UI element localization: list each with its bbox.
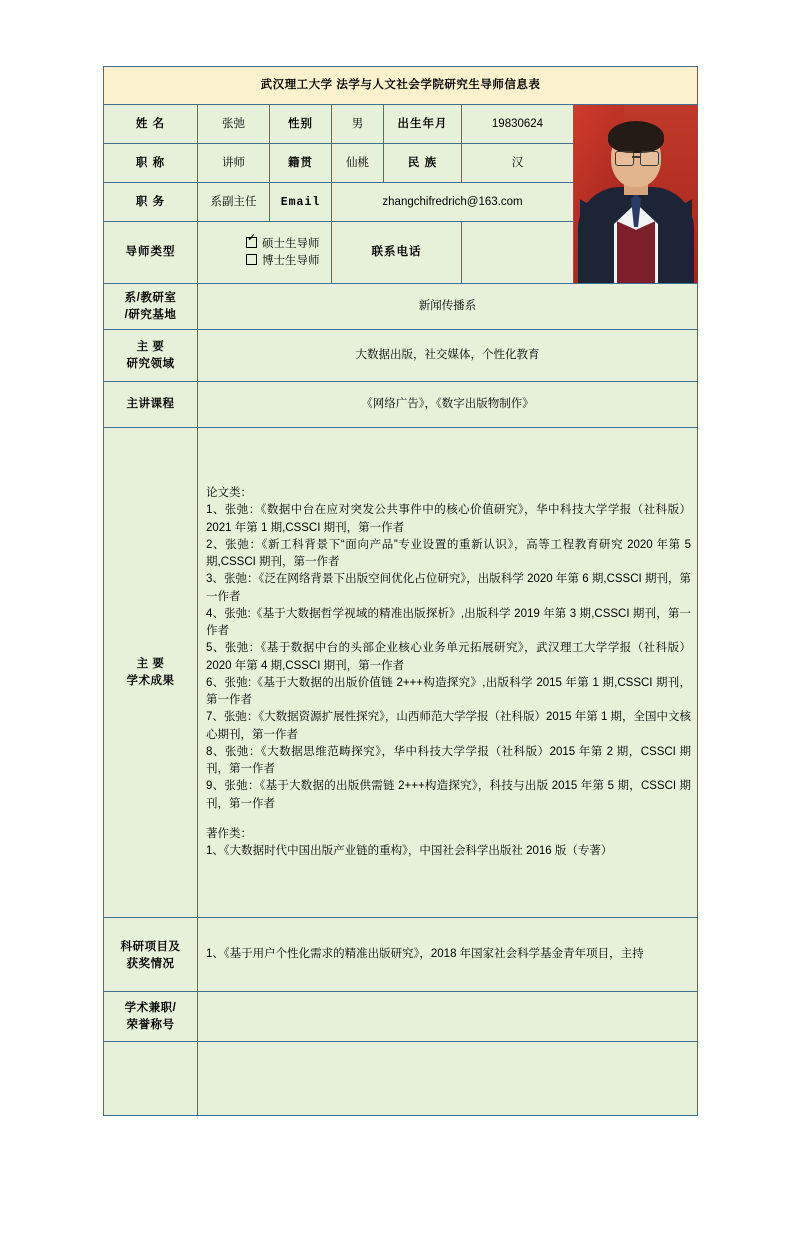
photo-glasses-left	[615, 151, 634, 166]
value-projects	[198, 918, 698, 992]
achievement-book-item: 1、《大数据时代中国出版产业链的重构》，中国社会科学出版社 2016 版（专著）	[206, 845, 613, 858]
label-birth: 出生年月	[384, 105, 462, 144]
advisor-type-options	[198, 222, 332, 284]
checkbox-row-doctor[interactable]	[208, 253, 321, 270]
label-part-time-line2: 荣誉称号	[126, 1018, 175, 1031]
label-department	[104, 284, 198, 330]
photo-glasses-bridge	[632, 156, 640, 158]
value-name: 张弛	[198, 105, 270, 144]
label-duty: 职 务	[104, 183, 198, 222]
label-ethnicity: 民 族	[384, 144, 462, 183]
table-row-part-time	[104, 992, 698, 1042]
photo-glasses-right	[640, 151, 659, 166]
page-title: 武汉理工大学 法学与人文社会学院研究生导师信息表	[104, 67, 698, 105]
label-origin: 籍贯	[270, 144, 332, 183]
label-part-time-line1: 学术兼职/	[124, 1001, 177, 1014]
project-item: 1、《基于用户个性化需求的精准出版研究》，2018 年国家社会科学基金青年项目，主持	[206, 948, 644, 961]
label-research-area-line2: 研究领域	[126, 357, 175, 370]
value-origin: 仙桃	[332, 144, 384, 183]
table-row-research-area	[104, 330, 698, 382]
value-research-area: 大数据出版，社交媒体，个性化教育	[198, 330, 698, 382]
value-phone	[462, 222, 574, 284]
value-part-time	[198, 992, 698, 1042]
label-achievements-line2: 学术成果	[126, 674, 175, 687]
label-email: Email	[270, 183, 332, 222]
achievement-paper-item: 4、张弛:《基于大数据哲学视域的精准出版探析》,出版科学 2019 年第 3 期,CSSCI 期刊，第一作者	[206, 607, 692, 638]
checkbox-row-master[interactable]	[208, 236, 321, 253]
value-academic-title: 讲师	[198, 144, 270, 183]
label-achievements	[104, 428, 198, 918]
value-department: 新闻传播系	[198, 284, 698, 330]
achievement-paper-item: 7、张弛：《大数据资源扩展性探究》，山西师范大学学报（社科版）2015 年第 1 期，全国中文核心期刊，第一作者	[206, 711, 692, 741]
value-blank	[198, 1042, 698, 1116]
label-academic-title: 职 称	[104, 144, 198, 183]
label-research-area-line1: 主 要	[136, 340, 165, 353]
label-part-time	[104, 992, 198, 1042]
label-courses: 主讲课程	[104, 382, 198, 428]
avatar	[574, 105, 698, 283]
value-duty: 系副主任	[198, 183, 270, 222]
table-row-title	[104, 67, 698, 105]
achievement-paper-item: 8、张弛：《大数据思维范畴探究》，华中科技大学学报（社科版）2015 年第 2 期，CSSCI 期刊，第一作者	[206, 745, 692, 776]
label-research-area	[104, 330, 198, 382]
label-blank	[104, 1042, 198, 1116]
label-advisor-type: 导师类型	[104, 222, 198, 284]
photo-hair	[608, 121, 664, 153]
table-row-department	[104, 284, 698, 330]
value-courses: 《网络广告》，《数字出版物制作》	[198, 382, 698, 428]
achievement-paper-item: 6、张弛:《基于大数据的出版价值链 2+++构造探究》,出版科学 2015 年第 1 期,CSSCI 期刊，第一作者	[206, 676, 692, 707]
table-row-achievements	[104, 428, 698, 918]
label-department-line2: /研究基地	[124, 308, 177, 321]
achievement-paper-item: 1、张弛：《数据中台在应对突发公共事件中的核心价值研究》，华中科技大学学报（社科版）2021 年第 1 期,CSSCI 期刊，第一作者	[206, 504, 692, 534]
value-birth: 19830624	[462, 105, 574, 144]
label-gender: 性别	[270, 105, 332, 144]
photo-vest	[617, 221, 655, 283]
label-projects	[104, 918, 198, 992]
label-phone: 联系电话	[332, 222, 462, 284]
label-name: 姓 名	[104, 105, 198, 144]
checkbox-master-advisor[interactable]	[246, 237, 257, 248]
achievements-books-heading: 著作类：	[206, 827, 252, 840]
advisor-info-table	[103, 66, 698, 1116]
table-row-courses	[104, 382, 698, 428]
label-achievements-line1: 主 要	[136, 657, 165, 670]
label-master-advisor: 硕士生导师	[262, 237, 320, 250]
achievement-paper-item: 3、张弛：《泛在网络背景下出版空间优化占位研究》，出版科学 2020 年第 6 期,CSSCI 期刊，第一作者	[206, 573, 692, 603]
value-ethnicity: 汉	[462, 144, 574, 183]
checkbox-doctor-advisor[interactable]	[246, 254, 257, 265]
label-projects-line2: 获奖情况	[126, 958, 175, 971]
table-row-projects	[104, 918, 698, 992]
advisor-photo-cell	[574, 105, 698, 284]
label-projects-line1: 科研项目及	[120, 941, 181, 953]
label-department-line1: 系/教研室	[124, 291, 177, 304]
achievement-paper-item: 5、张弛：《基于数据中台的头部企业核心业务单元拓展研究》，武汉理工大学学报（社科版）2020 年第 4 期,CSSCI 期刊，第一作者	[206, 642, 692, 672]
value-email: zhangchifredrich@163.com	[332, 183, 574, 222]
achievements-papers-heading: 论文类：	[206, 487, 252, 500]
achievements-spacer	[206, 813, 691, 826]
table-row-blank	[104, 1042, 698, 1116]
value-achievements	[198, 428, 698, 918]
table-row-name	[104, 105, 698, 144]
achievement-paper-item: 9、张弛：《基于大数据的出版供需链 2+++构造探究》，科技与出版 2015 年第 5 期，CSSCI 期刊，第一作者	[206, 780, 692, 810]
value-gender: 男	[332, 105, 384, 144]
label-doctor-advisor: 博士生导师	[262, 254, 320, 267]
achievement-paper-item: 2、张弛：《新工科背景下“面向产品”专业设置的重新认识》，高等工程教育研究 2020 年第 5 期,CSSCI 期刊，第一作者	[206, 538, 692, 569]
